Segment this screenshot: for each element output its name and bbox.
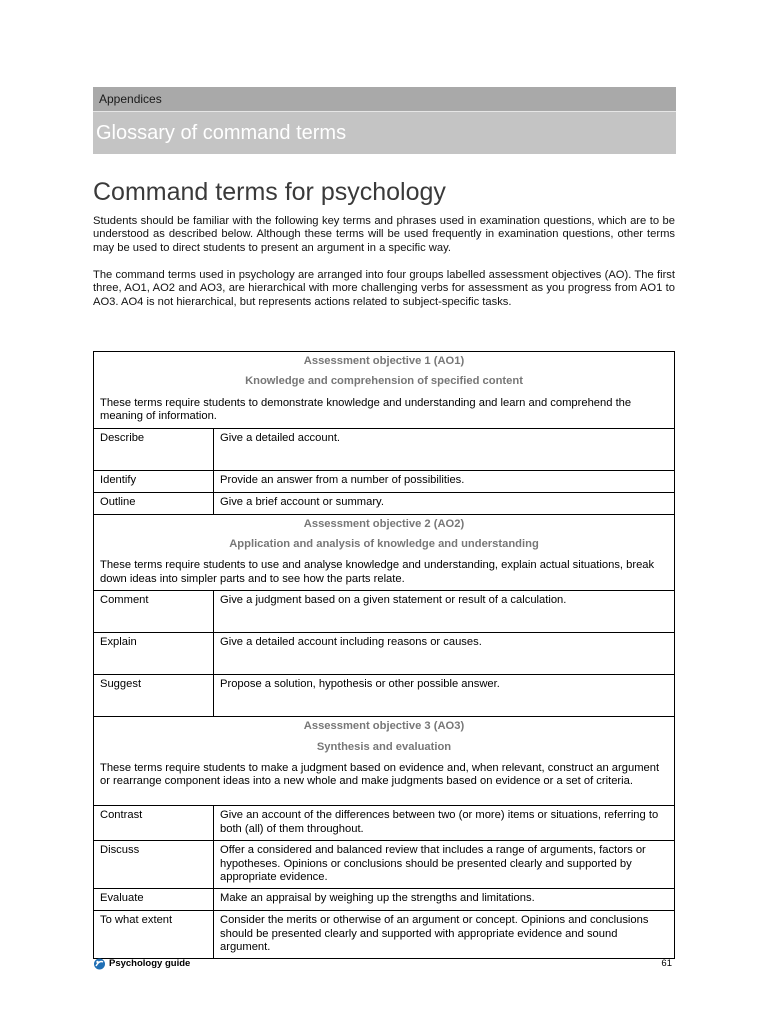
term-cell: Discuss: [94, 841, 214, 889]
ao1-description: These terms require students to demonstrate knowledge and understanding and learn and comprehend the meaning of information.: [100, 396, 632, 423]
table-row: [94, 841, 675, 889]
definition-cell: Provide an answer from a number of possibilities.: [214, 470, 675, 492]
term-cell: Contrast: [94, 806, 214, 841]
ao3-title: Assessment objective 3 (AO3): [303, 720, 465, 733]
section-label: Appendices: [99, 92, 162, 106]
ib-logo-icon: [93, 958, 106, 970]
ao2-header-cell: [94, 514, 675, 591]
table-row: [94, 911, 675, 959]
ao1-group-header: [94, 352, 675, 429]
table-row: [94, 889, 675, 911]
page-footer: [93, 957, 675, 971]
table-row: [94, 428, 675, 470]
page-number: 61: [661, 958, 672, 969]
ao3-subtitle: Synthesis and evaluation: [316, 740, 452, 753]
definition-cell: Give a brief account or summary.: [214, 492, 675, 514]
definition-cell: Give an account of the differences between two (or more) items or situations, referring to both (all) of them throughout.: [214, 806, 675, 841]
term-cell: Explain: [94, 633, 214, 675]
ao1-subtitle: Knowledge and comprehension of specified content: [245, 375, 523, 388]
definition-cell: Offer a considered and balanced review that includes a range of arguments, factors or hypotheses. Opinions or conclusions should be presented clearly and supported by appropriate evidence.: [214, 841, 675, 889]
table-row: [94, 675, 675, 717]
page-heading: Command terms for psychology: [93, 178, 446, 206]
definition-cell: Give a detailed account including reasons or causes.: [214, 633, 675, 675]
ao3-header-cell: [94, 717, 675, 806]
ao-explanation-paragraph: The command terms used in psychology are arranged into four groups labelled assessment objectives (AO). The first three, AO1, AO2 and AO3, are hierarchical with more challenging verbs for assessment as you progress from AO1 to AO3. AO4 is not hierarchical, but represents actions related to subject-specific tasks.: [93, 269, 675, 308]
term-cell: Identify: [94, 470, 214, 492]
table-row: [94, 470, 675, 492]
term-cell: Outline: [94, 492, 214, 514]
ao3-description: These terms require students to make a judgment based on evidence and, when relevant, construct an argument or rearrange component ideas into a new whole and make judgments based on evidence or a set of criteria.: [100, 762, 660, 788]
term-cell: Suggest: [94, 675, 214, 717]
glossary-title: Glossary of command terms: [96, 122, 347, 144]
table-row: [94, 492, 675, 514]
command-terms-table: [93, 351, 675, 959]
term-cell: Evaluate: [94, 889, 214, 911]
glossary-title-bar: [93, 111, 676, 154]
ao2-description: These terms require students to use and analyse knowledge and understanding, explain actual situations, break down ideas into simpler parts and to see how the parts relate.: [100, 559, 655, 585]
ao2-subtitle: Application and analysis of knowledge and understanding: [229, 538, 539, 551]
table-row: [94, 806, 675, 841]
ao3-group-header: [94, 717, 675, 806]
section-tab-bar: [93, 87, 676, 111]
ao1-title: Assessment objective 1 (AO1): [303, 355, 465, 367]
term-cell: To what extent: [94, 911, 214, 959]
footer-guide-label: Psychology guide: [109, 958, 191, 969]
term-cell: Comment: [94, 591, 214, 633]
definition-cell: Propose a solution, hypothesis or other possible answer.: [214, 675, 675, 717]
definition-cell: Make an appraisal by weighing up the strengths and limitations.: [214, 889, 675, 911]
definition-cell: Give a detailed account.: [214, 428, 675, 470]
ao2-title: Assessment objective 2 (AO2): [303, 517, 465, 530]
definition-cell: Give a judgment based on a given statement or result of a calculation.: [214, 591, 675, 633]
ao2-group-header: [94, 514, 675, 591]
ao1-header-cell: [94, 352, 675, 429]
term-cell: Describe: [94, 428, 214, 470]
definition-cell: Consider the merits or otherwise of an argument or concept. Opinions and conclusions should be presented clearly and supported with appropriate evidence and sound argument.: [214, 911, 675, 959]
intro-paragraph: Students should be familiar with the following key terms and phrases used in examination questions, which are to be understood as described below. Although these terms will be used frequently in examination questions, other terms may be used to direct students to present an argument in a specific way.: [93, 215, 675, 254]
table-row: [94, 633, 675, 675]
table-row: [94, 591, 675, 633]
